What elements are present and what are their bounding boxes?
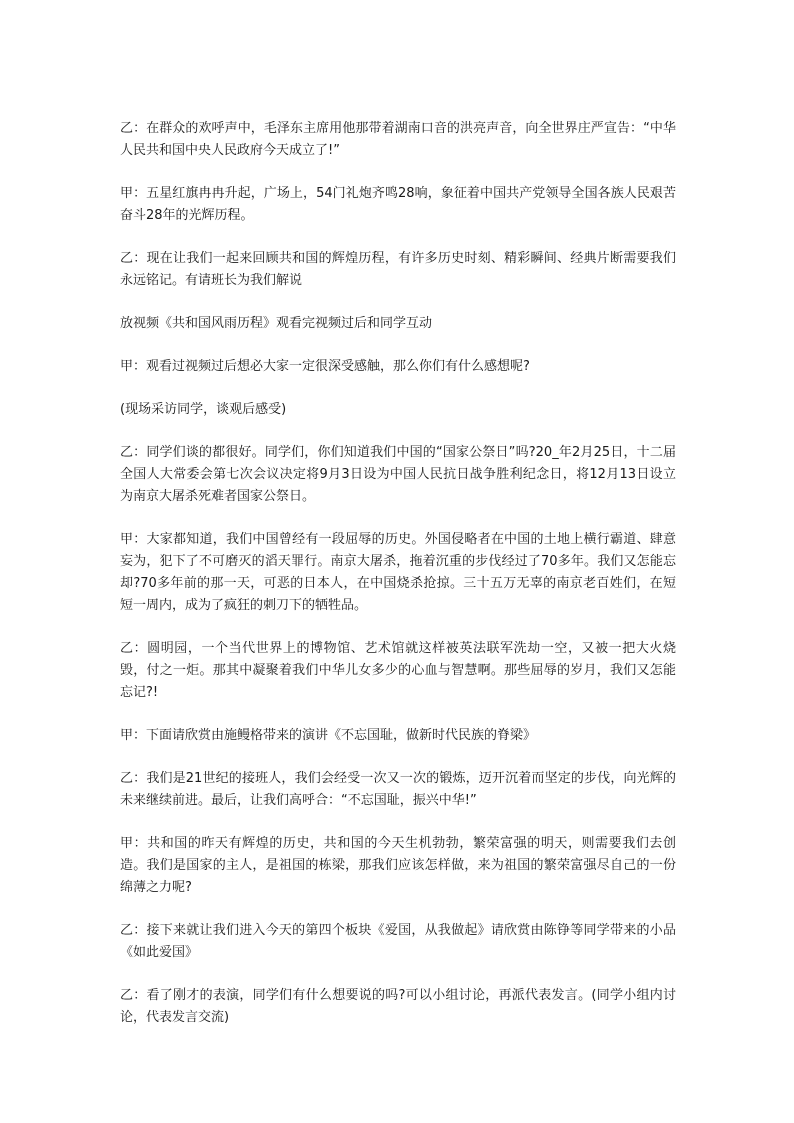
paragraph: 乙：看了刚才的表演，同学们有什么想要说的吗?可以小组讨论，再派代表发言。(同学小组内讨论，代表发言交流) bbox=[120, 988, 676, 1025]
paragraph: 乙：现在让我们一起来回顾共和国的辉煌历程，有许多历史时刻、精彩瞬间、经典片断需要我们永远铭记。有请班长为我们解说 bbox=[120, 251, 676, 288]
paragraph: 乙：接下来就让我们进入今天的第四个板块《爱国，从我做起》请欣赏由陈铮等同学带来的小品《如此爱国》 bbox=[120, 923, 676, 960]
paragraph: 乙：我们是21世纪的接班人，我们会经受一次又一次的锻炼，迈开沉着而坚定的步伐，向光辉的未来继续前进。最后，让我们高呼合：“不忘国耻，振兴中华!” bbox=[120, 771, 676, 808]
paragraph: 乙：圆明园，一个当代世界上的博物馆、艺术馆就这样被英法联军洗劫一空，又被一把大火烧毁，付之一炬。那其中凝聚着我们中华儿女多少的心血与智慧啊。那些屈辱的岁月，我们又怎能忘记?! bbox=[120, 641, 676, 700]
paragraph: 甲：大家都知道，我们中国曾经有一段屈辱的历史。外国侵略者在中国的土地上横行霸道、肆意妄为，犯下了不可磨灭的滔天罪行。南京大屠杀，拖着沉重的步伐经过了70多年。我们又怎能忘却?70多年前的那一天，可恶的日本人，在中国烧杀抢掠。三十五万无辜的南京老百姓们，在短短一周内，成为了疯狂的刺刀下的牺牲品。 bbox=[120, 532, 676, 613]
paragraph: 甲：下面请欣赏由施鳗格带来的演讲《不忘国耻，做新时代民族的脊梁》 bbox=[120, 728, 537, 743]
paragraph: 放视频《共和国风雨历程》观看完视频过后和同学互动 bbox=[120, 316, 433, 331]
paragraph: 甲：观看过视频过后想必大家一定很深受感触，那么你们有什么感想呢? bbox=[120, 359, 530, 374]
paragraph: 甲：五星红旗冉冉升起，广场上，54门礼炮齐鸣28响，象征着中国共产党领导全国各族人民艰苦奋斗28年的光辉历程。 bbox=[120, 186, 676, 223]
paragraph: 甲：共和国的昨天有辉煌的历史，共和国的今天生机勃勃，繁荣富强的明天，则需要我们去创造。我们是国家的主人，是祖国的栋梁，那我们应该怎样做，来为祖国的繁荣富强尽自己的一份绵薄之力呢? bbox=[120, 836, 676, 895]
paragraph: 乙：在群众的欢呼声中，毛泽东主席用他那带着湖南口音的洪亮声音，向全世界庄严宣告：“中华人民共和国中央人民政府今天成立了!” bbox=[120, 121, 676, 158]
document-body bbox=[120, 118, 676, 1050]
paragraph: 乙：同学们谈的都很好。同学们，你们知道我们中国的“国家公祭日”吗?20_年2月25日，十二届全国人大常委会第七次会议决定将9月3日设为中国人民抗日战争胜利纪念日，将12月13日设立为南京大屠杀死难者国家公祭日。 bbox=[120, 445, 676, 504]
paragraph: (现场采访同学，谈观后感受) bbox=[120, 402, 287, 417]
